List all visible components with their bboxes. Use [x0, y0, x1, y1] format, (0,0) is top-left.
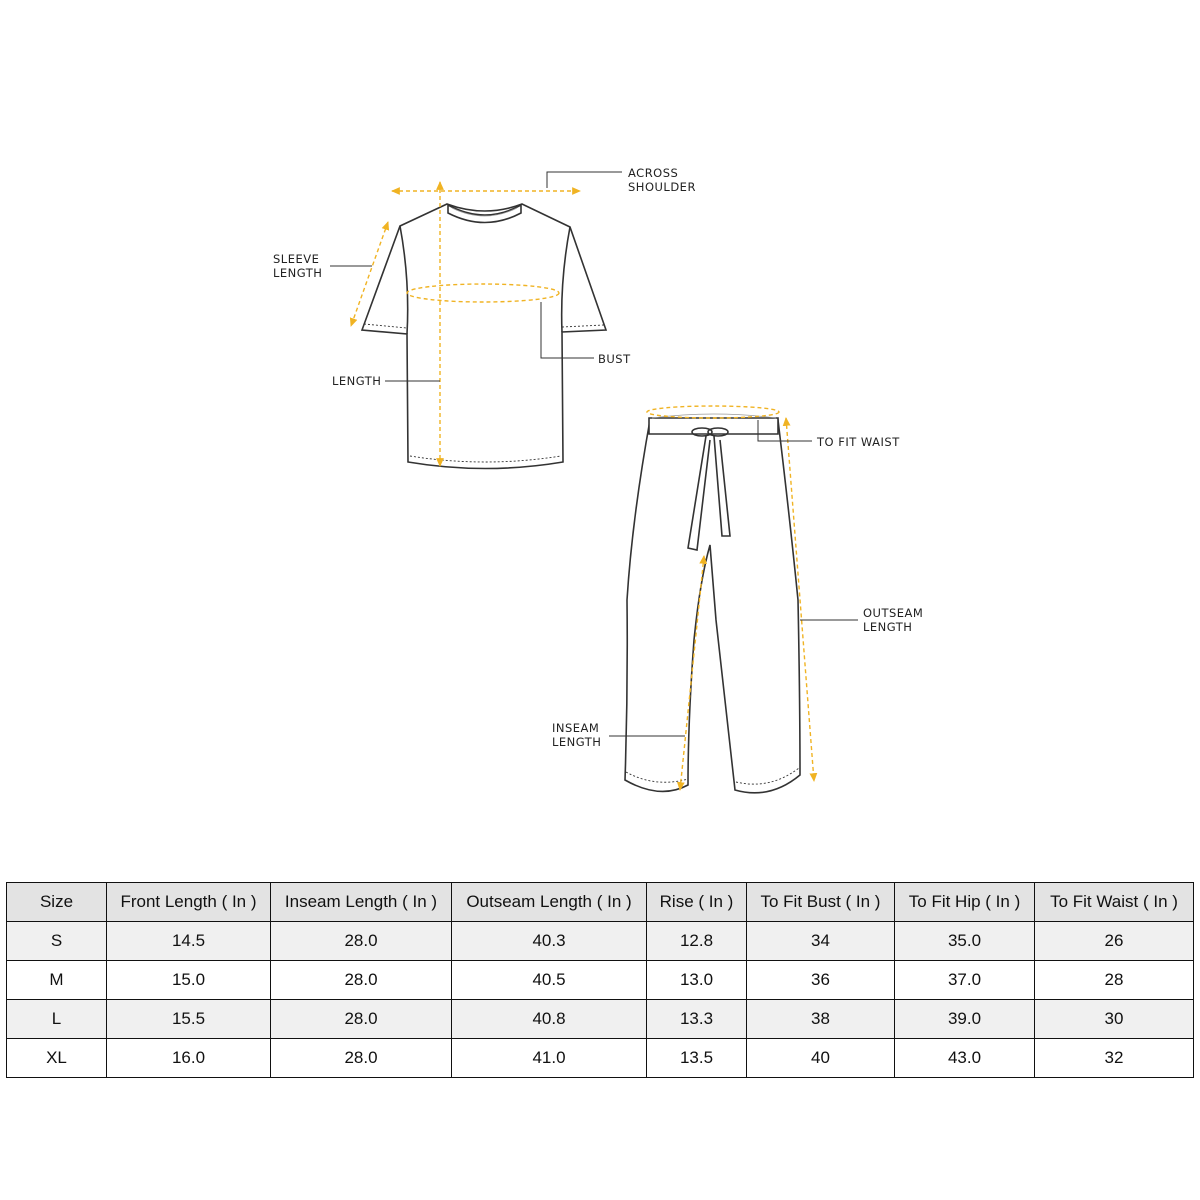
header-size: Size	[7, 883, 107, 922]
table-cell: 15.5	[107, 1000, 271, 1039]
table-row	[7, 1000, 1194, 1039]
table-cell: 30	[1035, 1000, 1194, 1039]
table-cell: 32	[1035, 1039, 1194, 1078]
table-cell: 41.0	[452, 1039, 647, 1078]
table-cell: 37.0	[895, 961, 1035, 1000]
table-cell: 36	[747, 961, 895, 1000]
label-inseam-length: INSEAM LENGTH	[552, 721, 602, 749]
table-cell: S	[7, 922, 107, 961]
header-to-fit-hip: To Fit Hip ( In )	[895, 883, 1035, 922]
label-to-fit-waist: TO FIT WAIST	[817, 435, 900, 449]
label-length: LENGTH	[332, 374, 382, 388]
table-cell: 28.0	[271, 922, 452, 961]
label-sleeve-length: SLEEVE LENGTH	[273, 252, 323, 280]
table-cell: 28.0	[271, 1000, 452, 1039]
table-cell: 16.0	[107, 1039, 271, 1078]
header-inseam-length: Inseam Length ( In )	[271, 883, 452, 922]
table-cell: 13.5	[647, 1039, 747, 1078]
table-cell: 43.0	[895, 1039, 1035, 1078]
table-cell: 26	[1035, 922, 1194, 961]
table-header-row	[7, 883, 1194, 922]
table-cell: 14.5	[107, 922, 271, 961]
table-cell: 13.0	[647, 961, 747, 1000]
header-rise: Rise ( In )	[647, 883, 747, 922]
table-cell: 13.3	[647, 1000, 747, 1039]
table-cell: 38	[747, 1000, 895, 1039]
table-cell: 40.5	[452, 961, 647, 1000]
table-cell: 12.8	[647, 922, 747, 961]
table-cell: 35.0	[895, 922, 1035, 961]
table-cell: 40.8	[452, 1000, 647, 1039]
label-outseam-length: OUTSEAM LENGTH	[863, 606, 924, 634]
size-chart-table	[6, 882, 1194, 1078]
table-cell: 28.0	[271, 1039, 452, 1078]
label-bust: BUST	[598, 352, 631, 366]
table-cell: 28.0	[271, 961, 452, 1000]
header-to-fit-bust: To Fit Bust ( In )	[747, 883, 895, 922]
tshirt-drawing	[362, 204, 606, 469]
table-cell: XL	[7, 1039, 107, 1078]
table-cell: 40.3	[452, 922, 647, 961]
header-to-fit-waist: To Fit Waist ( In )	[1035, 883, 1194, 922]
table-cell: 40	[747, 1039, 895, 1078]
label-across-shoulder: ACROSS SHOULDER	[628, 166, 696, 194]
table-cell: 28	[1035, 961, 1194, 1000]
table-cell: 39.0	[895, 1000, 1035, 1039]
header-front-length: Front Length ( In )	[107, 883, 271, 922]
table-cell: 15.0	[107, 961, 271, 1000]
table-row	[7, 1039, 1194, 1078]
table-row	[7, 922, 1194, 961]
header-outseam-length: Outseam Length ( In )	[452, 883, 647, 922]
table-row	[7, 961, 1194, 1000]
table-cell: 34	[747, 922, 895, 961]
table-cell: M	[7, 961, 107, 1000]
table-cell: L	[7, 1000, 107, 1039]
